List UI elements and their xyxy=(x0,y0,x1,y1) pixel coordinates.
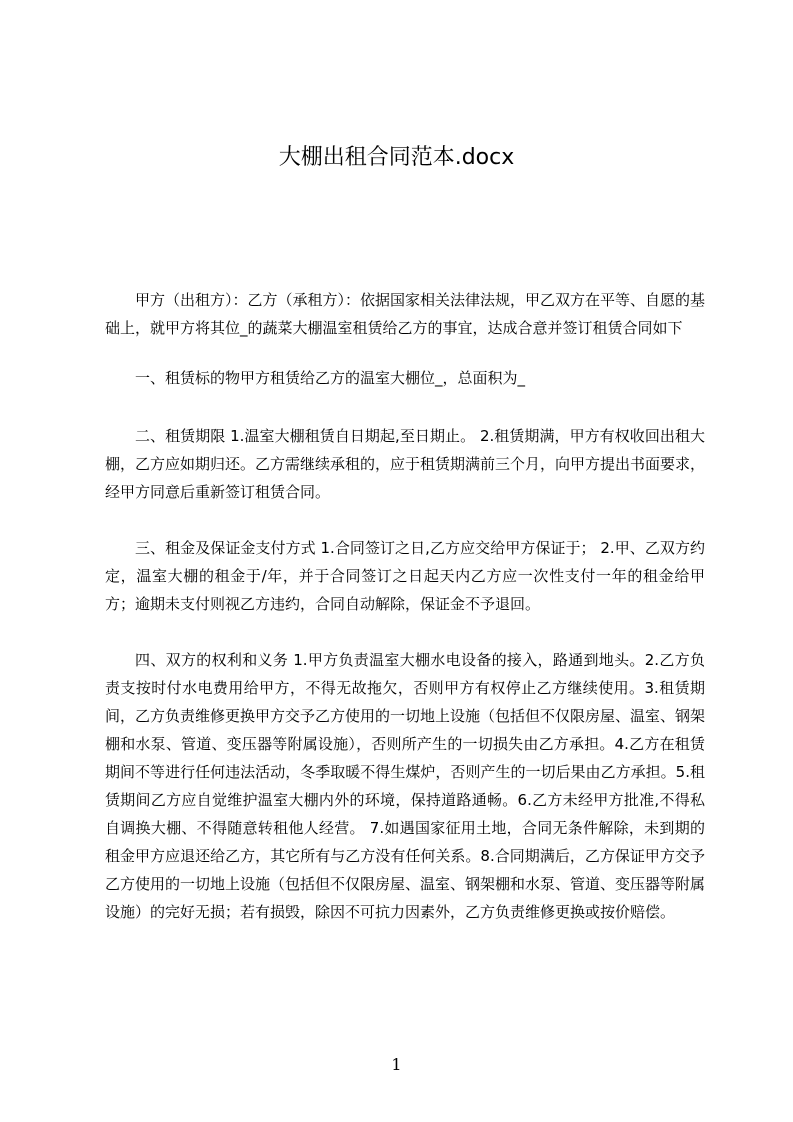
document-body xyxy=(105,286,705,954)
paragraph-preamble: 甲方（出租方）：乙方（承租方）：依据国家相关法律法规，甲乙双方在平等、自愿的基础上，就甲方将其位_的蔬菜大棚温室租赁给乙方的事宜，达成合意并签订租赁合同如下 xyxy=(105,291,706,337)
paragraph-section-4: 四、双方的权利和义务 1.甲方负责温室大棚水电设备的接入，路通到地头。2.乙方负责支按时付水电费用给甲方，不得无故拖欠，否则甲方有权停止乙方继续使用。3.租赁期间，乙方负责维修更换甲方交予乙方使用的一切地上设施（包括但不仅限房屋、温室、钢架棚和水泵、管道、变压器等附属设施），否则所产生的一切损失由乙方承担。4.乙方在租赁期间不等进行任何违法活动，冬季取暖不得生煤炉，否则产生的一切后果由乙方承担。5.租赁期间乙方应自觉维护温室大棚内外的环境，保持道路通畅。6.乙方未经甲方批准,不得私自调换大棚、不得随意转租他人经营。 7.如遇国家征用土地，合同无条件解除，未到期的租金甲方应退还给乙方，其它所有与乙方没有任何关系。8.合同期满后，乙方保证甲方交予乙方使用的一切地上设施（包括但不仅限房屋、温室、钢架棚和水泵、管道、变压器等附属设施）的完好无损；若有损毁，除因不可抗力因素外，乙方负责维修更换或按价赔偿。 xyxy=(105,651,706,921)
paragraph-section-3: 三、租金及保证金支付方式 1.合同签订之日,乙方应交给甲方保证于； 2.甲、乙双方约定，温室大棚的租金于/年，并于合同签订之日起天内乙方应一次性支付一年的租金给甲方；逾期未支付则视乙方违约，合同自动解除，保证金不予退回。 xyxy=(105,539,705,613)
page-number: 1 xyxy=(391,1055,402,1074)
document-title: 大棚出租合同范本.docx xyxy=(278,145,515,170)
paragraph-section-1: 一、租赁标的物甲方租赁给乙方的温室大棚位_，总面积为_ xyxy=(135,369,526,387)
paragraph-section-2: 二、租赁期限 1.温室大棚租赁自日期起,至日期止。 2.租赁期满，甲方有权收回出租大棚，乙方应如期归还。乙方需继续承租的，应于租赁期满前三个月，向甲方提出书面要求，经甲方同意后重新签订租赁合同。 xyxy=(105,427,706,501)
